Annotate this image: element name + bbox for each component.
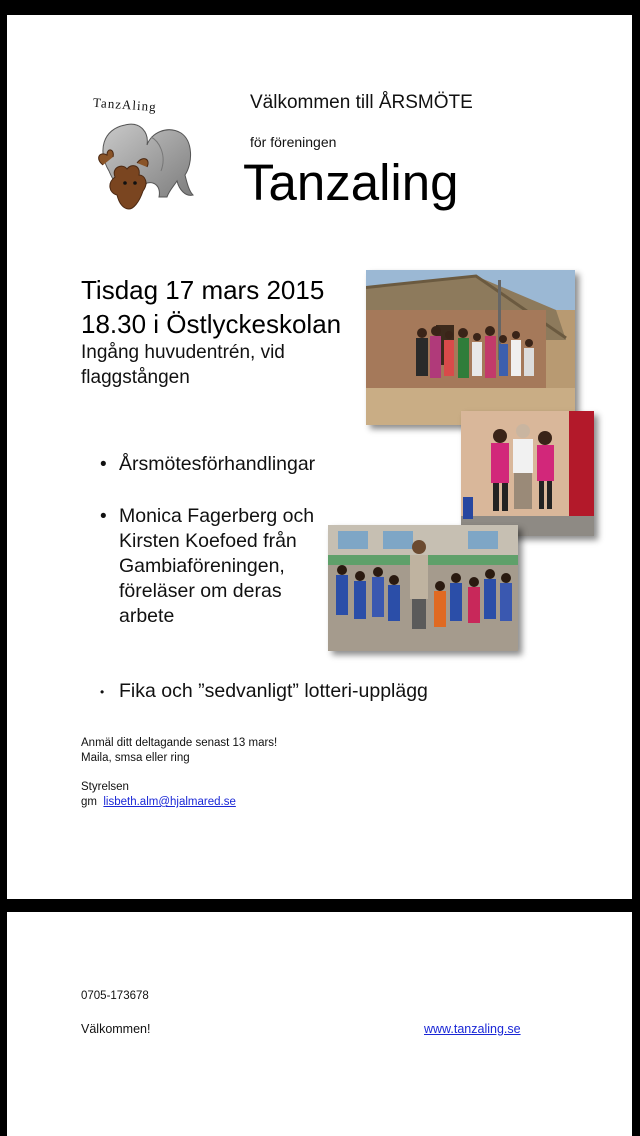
signature-block	[81, 780, 236, 810]
agenda-item	[100, 504, 319, 629]
logo-text: TanzAling	[92, 94, 158, 115]
registration-deadline: Anmäl ditt deltagande senast 13 mars!	[81, 737, 278, 749]
website-link[interactable]: www.tanzaling.se	[424, 1022, 521, 1036]
agenda-item	[100, 679, 428, 704]
agenda-item-text: Årsmötesförhandlingar	[119, 453, 316, 475]
bullet-icon: •	[100, 506, 107, 527]
organization-title: Tanzaling	[243, 154, 459, 211]
contact-email-link[interactable]: lisbeth.alm@hjalmared.se	[103, 796, 236, 808]
contact-phone: 0705-173678	[81, 990, 149, 1002]
document-page-1	[7, 15, 632, 899]
village-group-photo	[366, 270, 575, 425]
registration-notice	[81, 736, 277, 766]
school-children-photo	[328, 525, 518, 651]
women-portrait-photo	[461, 411, 594, 536]
bullet-icon: •	[100, 685, 105, 699]
board-name: Styrelsen	[81, 781, 129, 793]
event-entrance: Ingång huvudentrén, vid flaggstången	[81, 342, 285, 388]
agenda-item-text: Fika och ”sedvanligt” lotteri-upplägg	[119, 680, 428, 702]
logo	[89, 94, 201, 217]
event-date: Tisdag 17 mars 2015	[81, 275, 325, 305]
welcome-heading: Välkommen till ÅRSMÖTE	[250, 92, 473, 113]
bullet-icon: •	[100, 454, 107, 475]
contact-methods: Maila, smsa eller ring	[81, 752, 190, 764]
contact-email-line	[81, 795, 236, 810]
agenda-item	[100, 452, 315, 477]
agenda-item-text: Monica Fagerberg och Kirsten Koefoed från Gambiaföreningen, föreläser om deras arbete	[119, 505, 315, 627]
document-page-2	[7, 912, 632, 1136]
event-time-place: 18.30 i Östlyckeskolan	[81, 309, 342, 339]
for-association-text: för föreningen	[250, 134, 337, 150]
farewell-text: Välkommen!	[81, 1022, 151, 1036]
elephant-moose-logo-icon	[89, 111, 201, 221]
gm-prefix: gm	[81, 796, 97, 808]
